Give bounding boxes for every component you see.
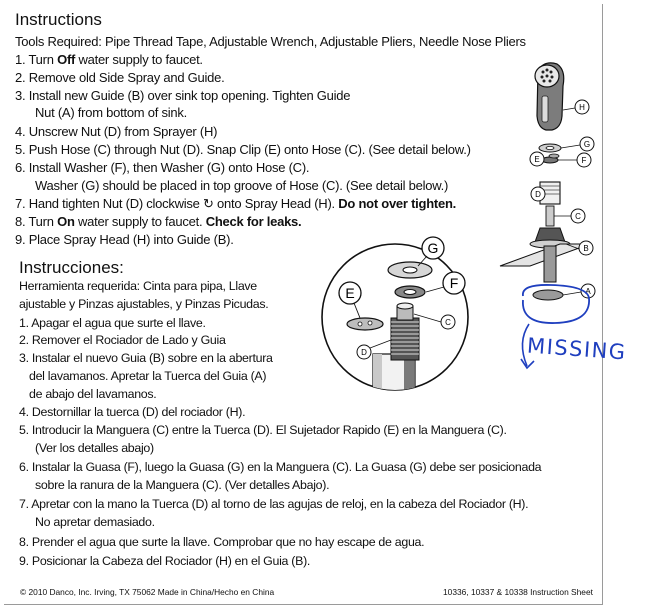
label-b: B bbox=[583, 244, 589, 253]
step-7-a: 7. Hand tighten Nut (D) clockwise bbox=[15, 196, 204, 211]
spanish-step-2: 2. Remover el Rociador de Lado y Guia bbox=[19, 333, 226, 347]
label-e-small: E bbox=[534, 155, 540, 164]
spanish-step-6-cont: sobre la ranura de la Manguera (C). (Ver detalles Abajo). bbox=[35, 478, 330, 492]
label-a: A bbox=[585, 287, 591, 296]
step-1-off: Off bbox=[57, 52, 76, 67]
spanish-step-6: 6. Instalar la Guasa (F), luego la Guasa (G) en la Manguera (C). La Guasa (G) debe ser posicionada bbox=[19, 460, 542, 474]
missing-annotation-marks bbox=[515, 282, 605, 380]
step-8-b: water supply to faucet. bbox=[74, 214, 206, 229]
label-c-detail: C bbox=[445, 318, 451, 327]
step-6-cont: Washer (G) should be placed in top groove of Hose (C). (See detail below.) bbox=[35, 178, 449, 193]
copyright-line: © 2010 Danco, Inc. Irving, TX 75062 Made in China/Hecho en China bbox=[20, 587, 275, 597]
label-f: F bbox=[449, 275, 459, 291]
hose-c-small bbox=[546, 206, 554, 226]
spanish-tools-line-1 bbox=[19, 279, 257, 293]
step-7-b: onto Spray Head (H). bbox=[213, 196, 339, 211]
spanish-step-3: 3. Instalar el nuevo Guia (B) sobre en la abertura bbox=[19, 351, 273, 365]
hand-drawn-circle bbox=[523, 285, 589, 323]
spanish-step-3-cont-b: de abajo del lavamanos. bbox=[29, 387, 157, 401]
spanish-step-4: 4. Destornillar la tuerca (D) del rociador (H). bbox=[19, 405, 246, 419]
label-h: H bbox=[579, 103, 585, 112]
label-g: G bbox=[427, 240, 439, 256]
pipe-shade bbox=[373, 354, 382, 416]
spanish-step-7: 7. Apretar con la mano la Tuerca (D) al torno de las agujas de reloj, en la cabeza del Rociador (H). bbox=[19, 497, 529, 511]
tools-label: Tools Required bbox=[15, 34, 99, 49]
step-3: 3. Install new Guide (B) over sink top opening. Tighten Guide bbox=[15, 88, 351, 103]
tools-required-line bbox=[15, 34, 526, 49]
label-f-small: F bbox=[581, 156, 587, 165]
label-c-small: C bbox=[575, 212, 581, 221]
spanish-tools-label: Herramienta requerida bbox=[19, 279, 137, 293]
spanish-title: Instrucciones: bbox=[19, 258, 124, 277]
step-5: 5. Push Hose (C) through Nut (D). Snap Clip (E) onto Hose (C). (See detail below.) bbox=[15, 142, 471, 157]
spanish-step-3-cont-a: del lavamanos. Apretar la Tuerca del Guia (A) bbox=[29, 369, 267, 383]
step-7 bbox=[15, 196, 456, 212]
spanish-tools-line-2: ajustable y Pinzas ajustables, y Pinzas Picudas. bbox=[19, 297, 269, 311]
spanish-step-5: 5. Introducir la Manguera (C) entre la Tuerca (D). El Sujetador Rapido (E) en la Manguera (C). bbox=[19, 423, 507, 437]
step-7-warning: Do not over tighten. bbox=[338, 196, 457, 211]
spanish-step-9: 9. Posicionar la Cabeza del Rociador (H) en el Guia (B). bbox=[19, 554, 311, 568]
step-6: 6. Install Washer (F), then Washer (G) onto Hose (C). bbox=[15, 160, 310, 175]
missing-note: MISSING bbox=[526, 333, 628, 365]
arrow-head bbox=[521, 359, 534, 368]
english-title: Instructions bbox=[15, 10, 102, 29]
label-d-detail: D bbox=[361, 348, 367, 357]
spray-head-h bbox=[535, 63, 564, 130]
step-1 bbox=[15, 52, 203, 67]
spanish-step-1: 1. Apagar el agua que surte el llave. bbox=[19, 316, 206, 330]
clip-e bbox=[347, 318, 383, 330]
spanish-step-5-cont: (Ver los detalles abajo) bbox=[35, 441, 154, 455]
spanish-step-7-cont: No apretar demasiado. bbox=[35, 515, 155, 529]
spanish-step-8: 8. Prender el agua que surte la llave. Comprobar que no hay escape de agua. bbox=[19, 535, 425, 549]
step-8-check: Check for leaks. bbox=[205, 214, 302, 229]
step-9: 9. Place Spray Head (H) into Guide (B). bbox=[15, 232, 234, 247]
label-d-small: D bbox=[535, 190, 541, 199]
label-e: E bbox=[345, 285, 355, 301]
label-g-small: G bbox=[583, 140, 591, 149]
spanish-tools-a: : Cinta para pipa, Llave bbox=[136, 279, 257, 293]
step-3-cont: Nut (A) from bottom of sink. bbox=[35, 105, 187, 120]
step-8-on: On bbox=[57, 214, 75, 229]
clockwise-icon: ↻ bbox=[203, 196, 214, 211]
step-4: 4. Unscrew Nut (D) from Sprayer (H) bbox=[15, 124, 218, 139]
step-1-a: 1. Turn bbox=[15, 52, 58, 67]
sheet-id: 10336, 10337 & 10338 Instruction Sheet bbox=[443, 587, 593, 597]
guide-stem bbox=[544, 246, 556, 282]
step-8-a: 8. Turn bbox=[15, 214, 58, 229]
tools-list: : Pipe Thread Tape, Adjustable Wrench, Adjustable Pliers, Needle Nose Pliers bbox=[98, 34, 526, 49]
pipe-shade-dark bbox=[404, 354, 414, 416]
step-2: 2. Remove old Side Spray and Guide. bbox=[15, 70, 225, 85]
clip-e-small bbox=[549, 154, 559, 158]
step-1-b: water supply to faucet. bbox=[75, 52, 203, 67]
hose-detail-illustration bbox=[320, 226, 470, 416]
step-8 bbox=[15, 214, 301, 229]
